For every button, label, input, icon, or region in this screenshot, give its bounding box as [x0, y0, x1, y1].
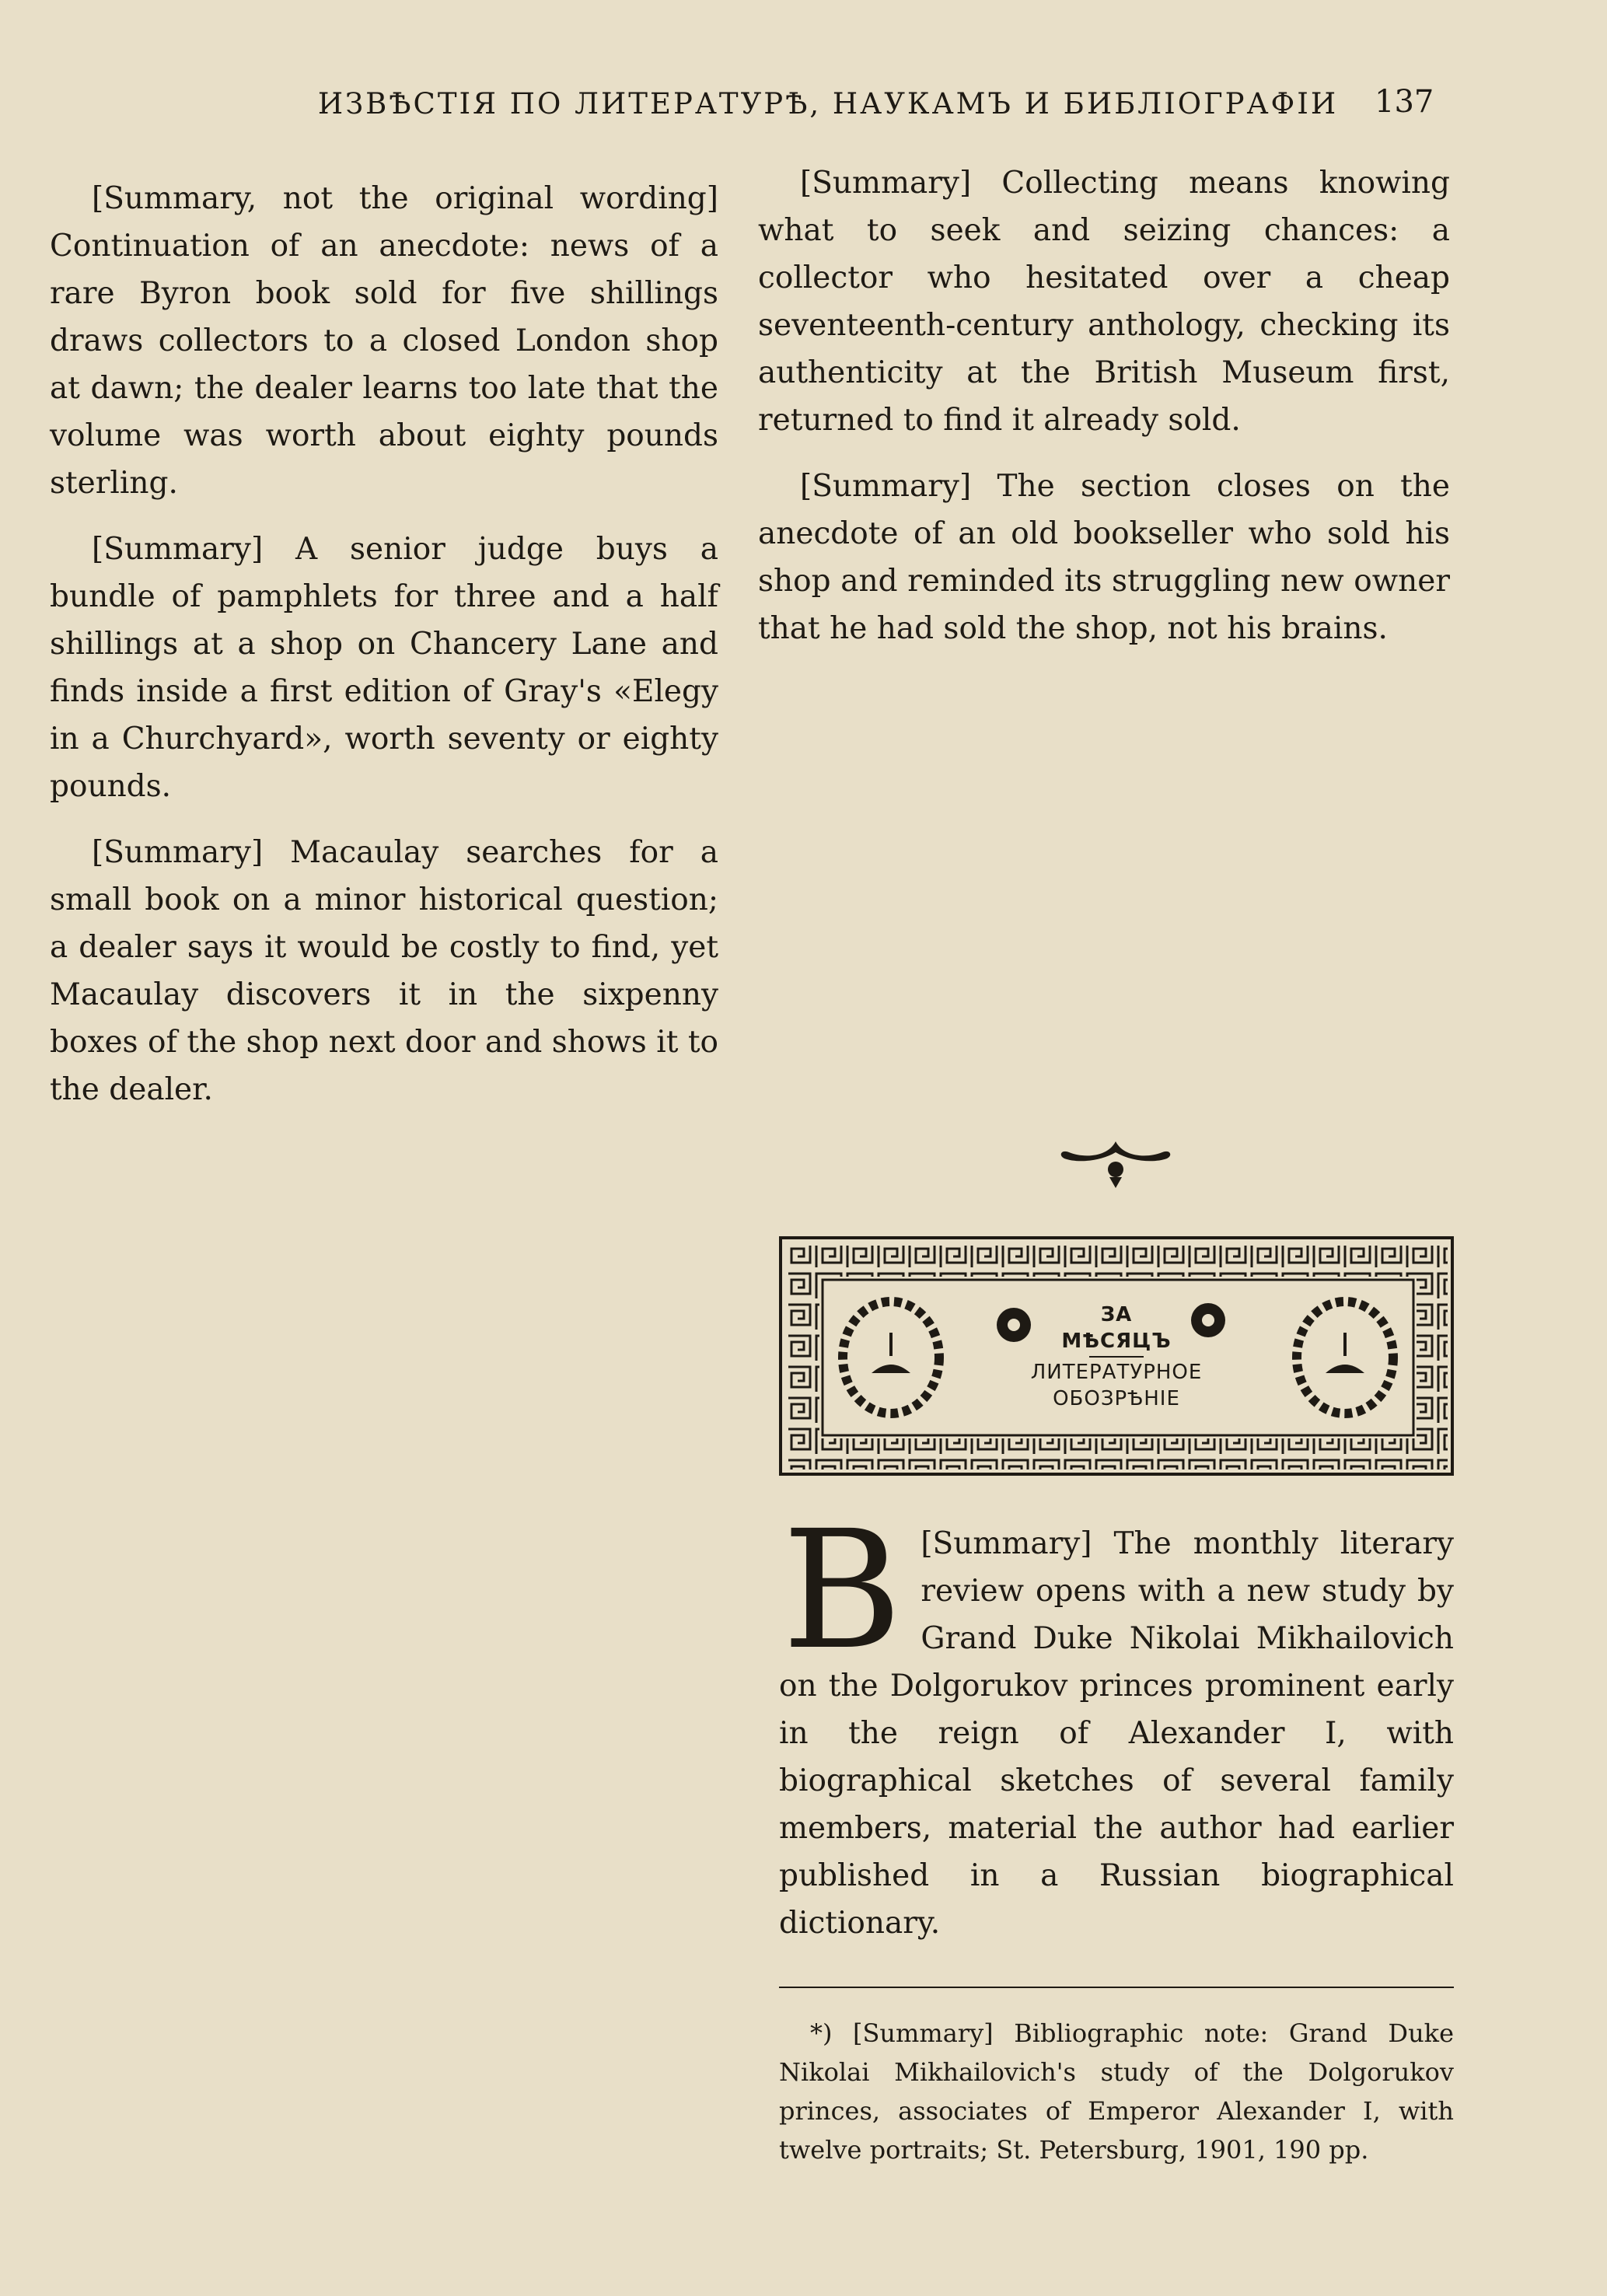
- panel-caption: [961, 1302, 1272, 1412]
- left-paragraph-1: [Summary, not the original wording] Continuation of an anecdote: news of a rare Byron book sold for five shillings draws collectors to a closed London shop at dawn; the dealer learns too late that the volume was worth about eighty pounds sterling.: [50, 181, 718, 501]
- page-number: 137: [1375, 84, 1434, 120]
- panel-line-2: МѢСЯЦЪ: [1061, 1330, 1172, 1353]
- right-column: [758, 159, 1450, 671]
- left-column: [50, 175, 718, 1132]
- left-paragraph-3: [Summary] Macaulay searches for a small book on a minor historical question; a dealer says it would be costly to find, yet Macaulay discovers it in the sixpenny boxes of the shop next door and shows it to the dealer.: [50, 835, 718, 1107]
- left-paragraph-2: [Summary] A senior judge buys a bundle of pamphlets for three and a half shillings at a shop on Chancery Lane and finds inside a first edition of Gray's «Elegy in a Churchyard», worth seventy or eighty pounds.: [50, 532, 718, 804]
- wreath-left-icon: [843, 1302, 939, 1414]
- drop-cap: В: [782, 1495, 903, 1686]
- footnote-rule: [779, 1987, 1454, 1988]
- panel-line-3: ЛИТЕРАТУРНОЕ: [1030, 1361, 1203, 1384]
- panel-line-1: ЗА: [1100, 1303, 1133, 1326]
- review-section: [779, 1495, 1454, 1947]
- section-title-panel: [779, 1236, 1454, 1476]
- panel-rule: [1089, 1356, 1144, 1358]
- review-text: [Summary] The monthly literary review opens with a new study by Grand Duke Nikolai Mikhailovich on the Dolgorukov princes prominent early in the reign of Alexander I, with biographical sketches of several family members, material the author had earlier published in a Russian biographical dictionary.: [779, 1526, 1454, 1941]
- footnote: *) [Summary] Bibliographic note: Grand Duke Nikolai Mikhailovich's study of the Dolgorukov princes, associates of Emperor Alexander I, with twelve portraits; St. Petersburg, 1901, 190 pp.: [779, 2018, 1454, 2165]
- running-header: ИЗВѢСТIЯ ПО ЛИТЕРАТУРѢ, НАУКАМЪ И БИБЛIОГРАФIИ: [317, 87, 1339, 121]
- right-paragraph-1: [Summary] Collecting means knowing what to seek and seizing chances: a collector who hesitated over a cheap seventeenth-century anthology, checking its authenticity at the British Museum first, returned to find it already sold.: [758, 166, 1450, 438]
- ornament-icon: [1053, 1135, 1178, 1190]
- wreath-right-icon: [1297, 1302, 1393, 1414]
- right-paragraph-2: [Summary] The section closes on the anecdote of an old bookseller who sold his shop and reminded its struggling new owner that he had sold the shop, not his brains.: [758, 469, 1450, 646]
- panel-line-4: ОБОЗРѢНIЕ: [1053, 1387, 1180, 1410]
